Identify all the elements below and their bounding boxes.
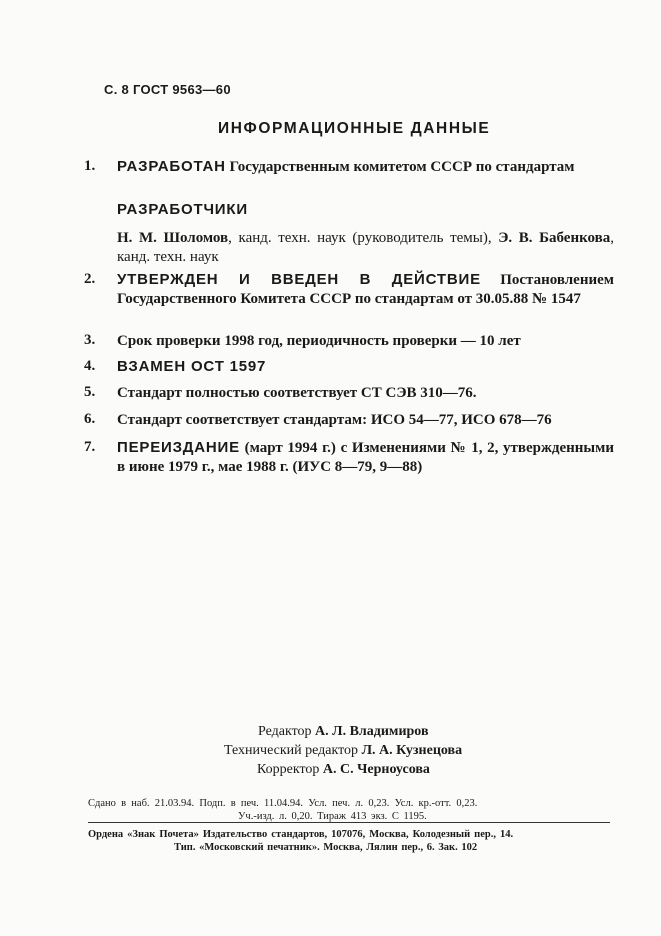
imprint-line-2: Уч.-изд. л. 0,20. Тираж 413 экз. С 1195. xyxy=(238,811,427,822)
corrector-name: А. С. Черноусова xyxy=(322,762,430,777)
item-lead: УТВЕРЖДЕН И ВВЕДЕН В ДЕЙСТВИЕ xyxy=(117,271,481,288)
list-item-3 xyxy=(84,331,614,351)
item-number: 1. xyxy=(84,158,96,174)
item-text: Государственным комитетом СССР по стандартам xyxy=(225,159,575,175)
imprint-line-1: Сдано в наб. 21.03.94. Подп. в печ. 11.04.94. Усл. печ. л. 0,23. Усл. кр.-отт. 0,23. xyxy=(88,798,478,809)
editor-name: А. Л. Владимиров xyxy=(315,724,429,739)
list-item-5 xyxy=(84,383,614,403)
developers-list xyxy=(117,229,614,267)
list-item-1 xyxy=(84,157,614,177)
list-item-2 xyxy=(84,270,614,309)
item-text: Стандарт полностью соответствует СТ СЭВ 310—76. xyxy=(117,385,477,401)
item-number: 4. xyxy=(84,358,96,374)
item-lead: ВЗАМЕН ОСТ 1597 xyxy=(117,358,267,375)
tech-editor-line xyxy=(224,741,462,761)
item-number: 3. xyxy=(84,332,96,348)
list-item-4 xyxy=(84,357,614,377)
item-lead: РАЗРАБОТАН xyxy=(117,158,226,175)
item-text: Срок проверки 1998 год, периодичность проверки — 10 лет xyxy=(117,333,521,349)
imprint-line-3: Ордена «Знак Почета» Издательство стандартов, 107076, Москва, Колодезный пер., 14. xyxy=(88,829,514,840)
item-lead: ПЕРЕИЗДАНИЕ xyxy=(117,439,240,456)
item-number: 5. xyxy=(84,384,96,400)
developer-role-2: , канд. техн. наук xyxy=(117,230,615,265)
item-text: Постановлением Государственного Комитета СССР по стандартам от 30.05.88 № 1547 xyxy=(117,272,614,307)
page-title: ИНФОРМАЦИОННЫЕ ДАННЫЕ xyxy=(218,120,491,137)
editor-role: Редактор xyxy=(258,724,316,739)
list-item-6 xyxy=(84,410,614,430)
developers-heading: РАЗРАБОТЧИКИ xyxy=(117,201,248,218)
page-header: С. 8 ГОСТ 9563—60 xyxy=(104,82,231,97)
tech-editor-role: Технический редактор xyxy=(224,743,362,758)
corrector-role: Корректор xyxy=(257,762,323,777)
item-text: Стандарт соответствует стандартам: ИСО 54—77, ИСО 678—76 xyxy=(117,412,552,428)
imprint-line-4: Тип. «Московский печатник». Москва, Лялин пер., 6. Зак. 102 xyxy=(174,842,478,853)
tech-editor-name: Л. А. Кузнецова xyxy=(361,743,463,758)
list-item-7 xyxy=(84,438,614,477)
corrector-line xyxy=(257,760,430,780)
developer-name-1: Н. М. Шоломов xyxy=(117,230,229,246)
divider xyxy=(88,822,610,823)
editor-line xyxy=(258,722,429,742)
developer-name-2: Э. В. Бабенкова xyxy=(498,230,611,246)
item-number: 6. xyxy=(84,411,96,427)
item-number: 2. xyxy=(84,271,96,287)
item-text: (март 1994 г.) с Изменениями № 1, 2, утвержденными в июне 1979 г., мае 1988 г. (ИУС 8—79, 9—88) xyxy=(117,440,614,475)
item-number: 7. xyxy=(84,439,96,455)
developer-role-1: , канд. техн. наук (руководитель темы), xyxy=(228,230,499,246)
